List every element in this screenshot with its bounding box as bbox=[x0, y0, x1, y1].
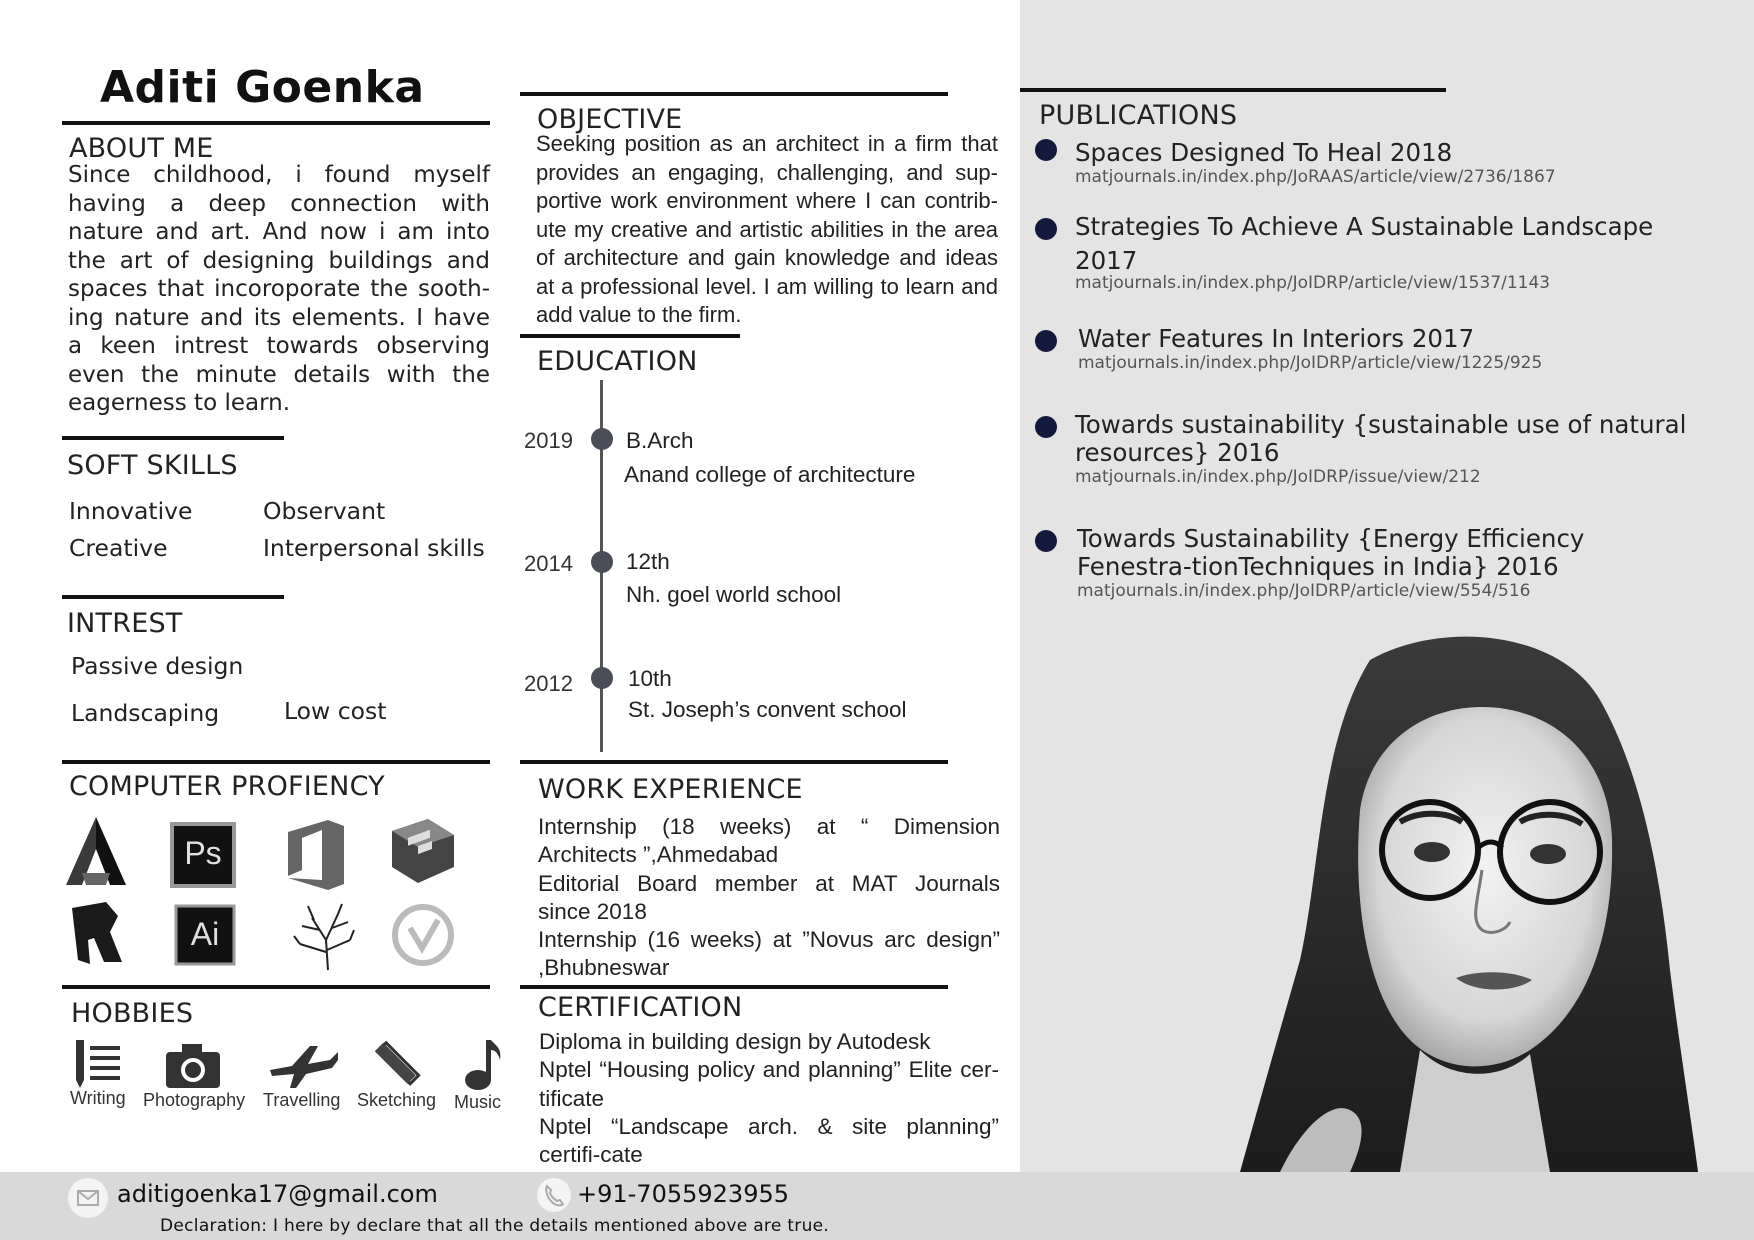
edu-year: 2012 bbox=[524, 671, 573, 696]
phone-icon bbox=[537, 1178, 571, 1212]
skill-item: Interpersonal skills bbox=[263, 534, 485, 562]
sketchup-icon bbox=[388, 815, 460, 887]
hobby-label: Music bbox=[454, 1092, 502, 1112]
certification-list bbox=[539, 1028, 999, 1169]
timeline-dot bbox=[591, 428, 613, 450]
page-title: Aditi Goenka bbox=[100, 62, 425, 113]
skill-item: Observant bbox=[263, 497, 386, 525]
timeline-dot bbox=[591, 667, 613, 689]
hobby-label: Writing bbox=[70, 1088, 126, 1108]
about-text: Since childhood, i found myself having a deep connection with nature and art. And now i am into the art of designing buildings and spaces that incoroporate the sooth-ing nature and its elements. I have a keen intrest towards observing even the minute details with the eagerness to learn. bbox=[68, 162, 490, 416]
hobbies-divider bbox=[62, 985, 490, 989]
publication-bullet bbox=[1035, 218, 1057, 240]
work-divider bbox=[520, 760, 948, 764]
publication-title: Towards Sustainability {Energy Efficiency Fenestra-tionTechniques in India} 2016 bbox=[1077, 524, 1585, 581]
education-divider bbox=[520, 334, 740, 338]
publications-divider bbox=[1020, 88, 1446, 92]
publication-title: Spaces Designed To Heal 2018 bbox=[1075, 138, 1453, 167]
photoshop-icon bbox=[170, 822, 236, 888]
edu-degree: B.Arch bbox=[626, 428, 694, 453]
profile-photo bbox=[1220, 630, 1700, 1172]
name-divider bbox=[62, 121, 490, 125]
publication-link[interactable]: matjournals.in/index.php/JoIDRP/article/view/1537/1143 bbox=[1075, 273, 1551, 293]
phone-text[interactable]: +91-7055923955 bbox=[577, 1180, 790, 1208]
camera-icon bbox=[164, 1042, 222, 1090]
publication-link[interactable]: matjournals.in/index.php/JoRAAS/article/view/2736/1867 bbox=[1075, 167, 1556, 187]
objective-text: Seeking position as an architect in a firm that provides an engaging, challenging, and sup-portive work environment where I can contrib-ute my creative and artistic abilities in the area of architecture and gain knowledge and ideas at a professional level. I am willing to learn and add value to the firm. bbox=[536, 131, 998, 327]
illustrator-icon bbox=[174, 904, 236, 966]
certification-item: Nptel “Landscape arch. & site planning” certifi-cate bbox=[539, 1113, 999, 1168]
illustrator-label: Ai bbox=[190, 916, 220, 952]
interest-divider bbox=[62, 595, 284, 599]
tree-icon bbox=[290, 900, 362, 972]
interest-item: Low cost bbox=[284, 697, 387, 725]
music-icon bbox=[460, 1038, 504, 1092]
photoshop-label: Ps bbox=[184, 835, 222, 871]
objective-divider bbox=[520, 92, 948, 96]
autocad-icon bbox=[60, 815, 132, 887]
email-icon bbox=[68, 1178, 108, 1218]
declaration-text: Declaration: I here by declare that all the details mentioned above are true. bbox=[160, 1216, 830, 1236]
publication-bullet bbox=[1035, 416, 1057, 438]
education-title: EDUCATION bbox=[537, 346, 698, 377]
work-item: Editorial Board member at MAT Journals since 2018 bbox=[538, 870, 1000, 924]
interest-item: Landscaping bbox=[71, 699, 220, 727]
hobby-label: Sketching bbox=[357, 1090, 437, 1110]
work-list bbox=[538, 813, 1000, 983]
skill-item: Innovative bbox=[69, 497, 193, 525]
work-item: Internship (18 weeks) at “ Dimension Architects ”,Ahmedabad bbox=[538, 814, 1000, 868]
work-title: WORK EXPERIENCE bbox=[538, 774, 803, 805]
publication-bullet bbox=[1035, 330, 1057, 352]
edu-degree: 12th bbox=[626, 549, 670, 574]
edu-year: 2019 bbox=[524, 428, 573, 453]
skill-item: Creative bbox=[69, 534, 168, 562]
publication-title: Water Features In Interiors 2017 bbox=[1078, 324, 1475, 353]
objective-title: OBJECTIVE bbox=[537, 104, 683, 135]
edu-school: Anand college of architecture bbox=[624, 462, 916, 487]
edu-year: 2014 bbox=[524, 551, 573, 576]
publication-title: Towards sustainability {sustainable use of natural resources} 2016 bbox=[1075, 410, 1687, 467]
hobbies-title: HOBBIES bbox=[71, 998, 194, 1029]
writing-icon bbox=[72, 1038, 124, 1090]
certification-divider bbox=[520, 985, 948, 989]
interest-item: Passive design bbox=[71, 652, 244, 680]
computer-title: COMPUTER PROFIENCY bbox=[69, 771, 385, 802]
soft-skills-divider bbox=[62, 436, 284, 440]
office-icon bbox=[282, 818, 354, 890]
work-item: Internship (16 weeks) at ”Novus arc design” ,Bhubneswar bbox=[538, 927, 1000, 981]
timeline-dot bbox=[591, 551, 613, 573]
publication-link[interactable]: matjournals.in/index.php/JoIDRP/article/view/554/516 bbox=[1077, 581, 1531, 601]
vray-icon bbox=[390, 902, 456, 968]
certification-title: CERTIFICATION bbox=[538, 992, 743, 1023]
publication-bullet bbox=[1035, 530, 1057, 552]
certification-item: Diploma in building design by Autodesk bbox=[539, 1029, 931, 1054]
interest-title: INTREST bbox=[67, 608, 183, 639]
about-title: ABOUT ME bbox=[69, 133, 214, 164]
revit-icon bbox=[66, 900, 138, 972]
computer-divider bbox=[62, 760, 490, 764]
publications-title: PUBLICATIONS bbox=[1039, 100, 1238, 131]
publication-link[interactable]: matjournals.in/index.php/JoIDRP/article/view/1225/925 bbox=[1078, 353, 1543, 373]
edu-degree: 10th bbox=[628, 666, 672, 691]
publication-title: Strategies To Achieve A Sustainable Landscape 2017 bbox=[1075, 212, 1654, 275]
publication-bullet bbox=[1035, 139, 1057, 161]
sketching-icon bbox=[368, 1036, 424, 1092]
edu-school: Nh. goel world school bbox=[626, 582, 842, 607]
hobby-label: Travelling bbox=[263, 1090, 341, 1110]
email-text[interactable]: aditigoenka17@gmail.com bbox=[117, 1180, 438, 1208]
publication-link[interactable]: matjournals.in/index.php/JoIDRP/issue/view/212 bbox=[1075, 467, 1481, 487]
certification-item: Nptel “Housing policy and planning” Elite cer-tificate bbox=[539, 1057, 999, 1111]
soft-skills-title: SOFT SKILLS bbox=[67, 450, 238, 481]
edu-school: St. Joseph’s convent school bbox=[628, 697, 907, 722]
airplane-icon bbox=[266, 1040, 340, 1090]
hobby-label: Photography bbox=[143, 1090, 246, 1110]
